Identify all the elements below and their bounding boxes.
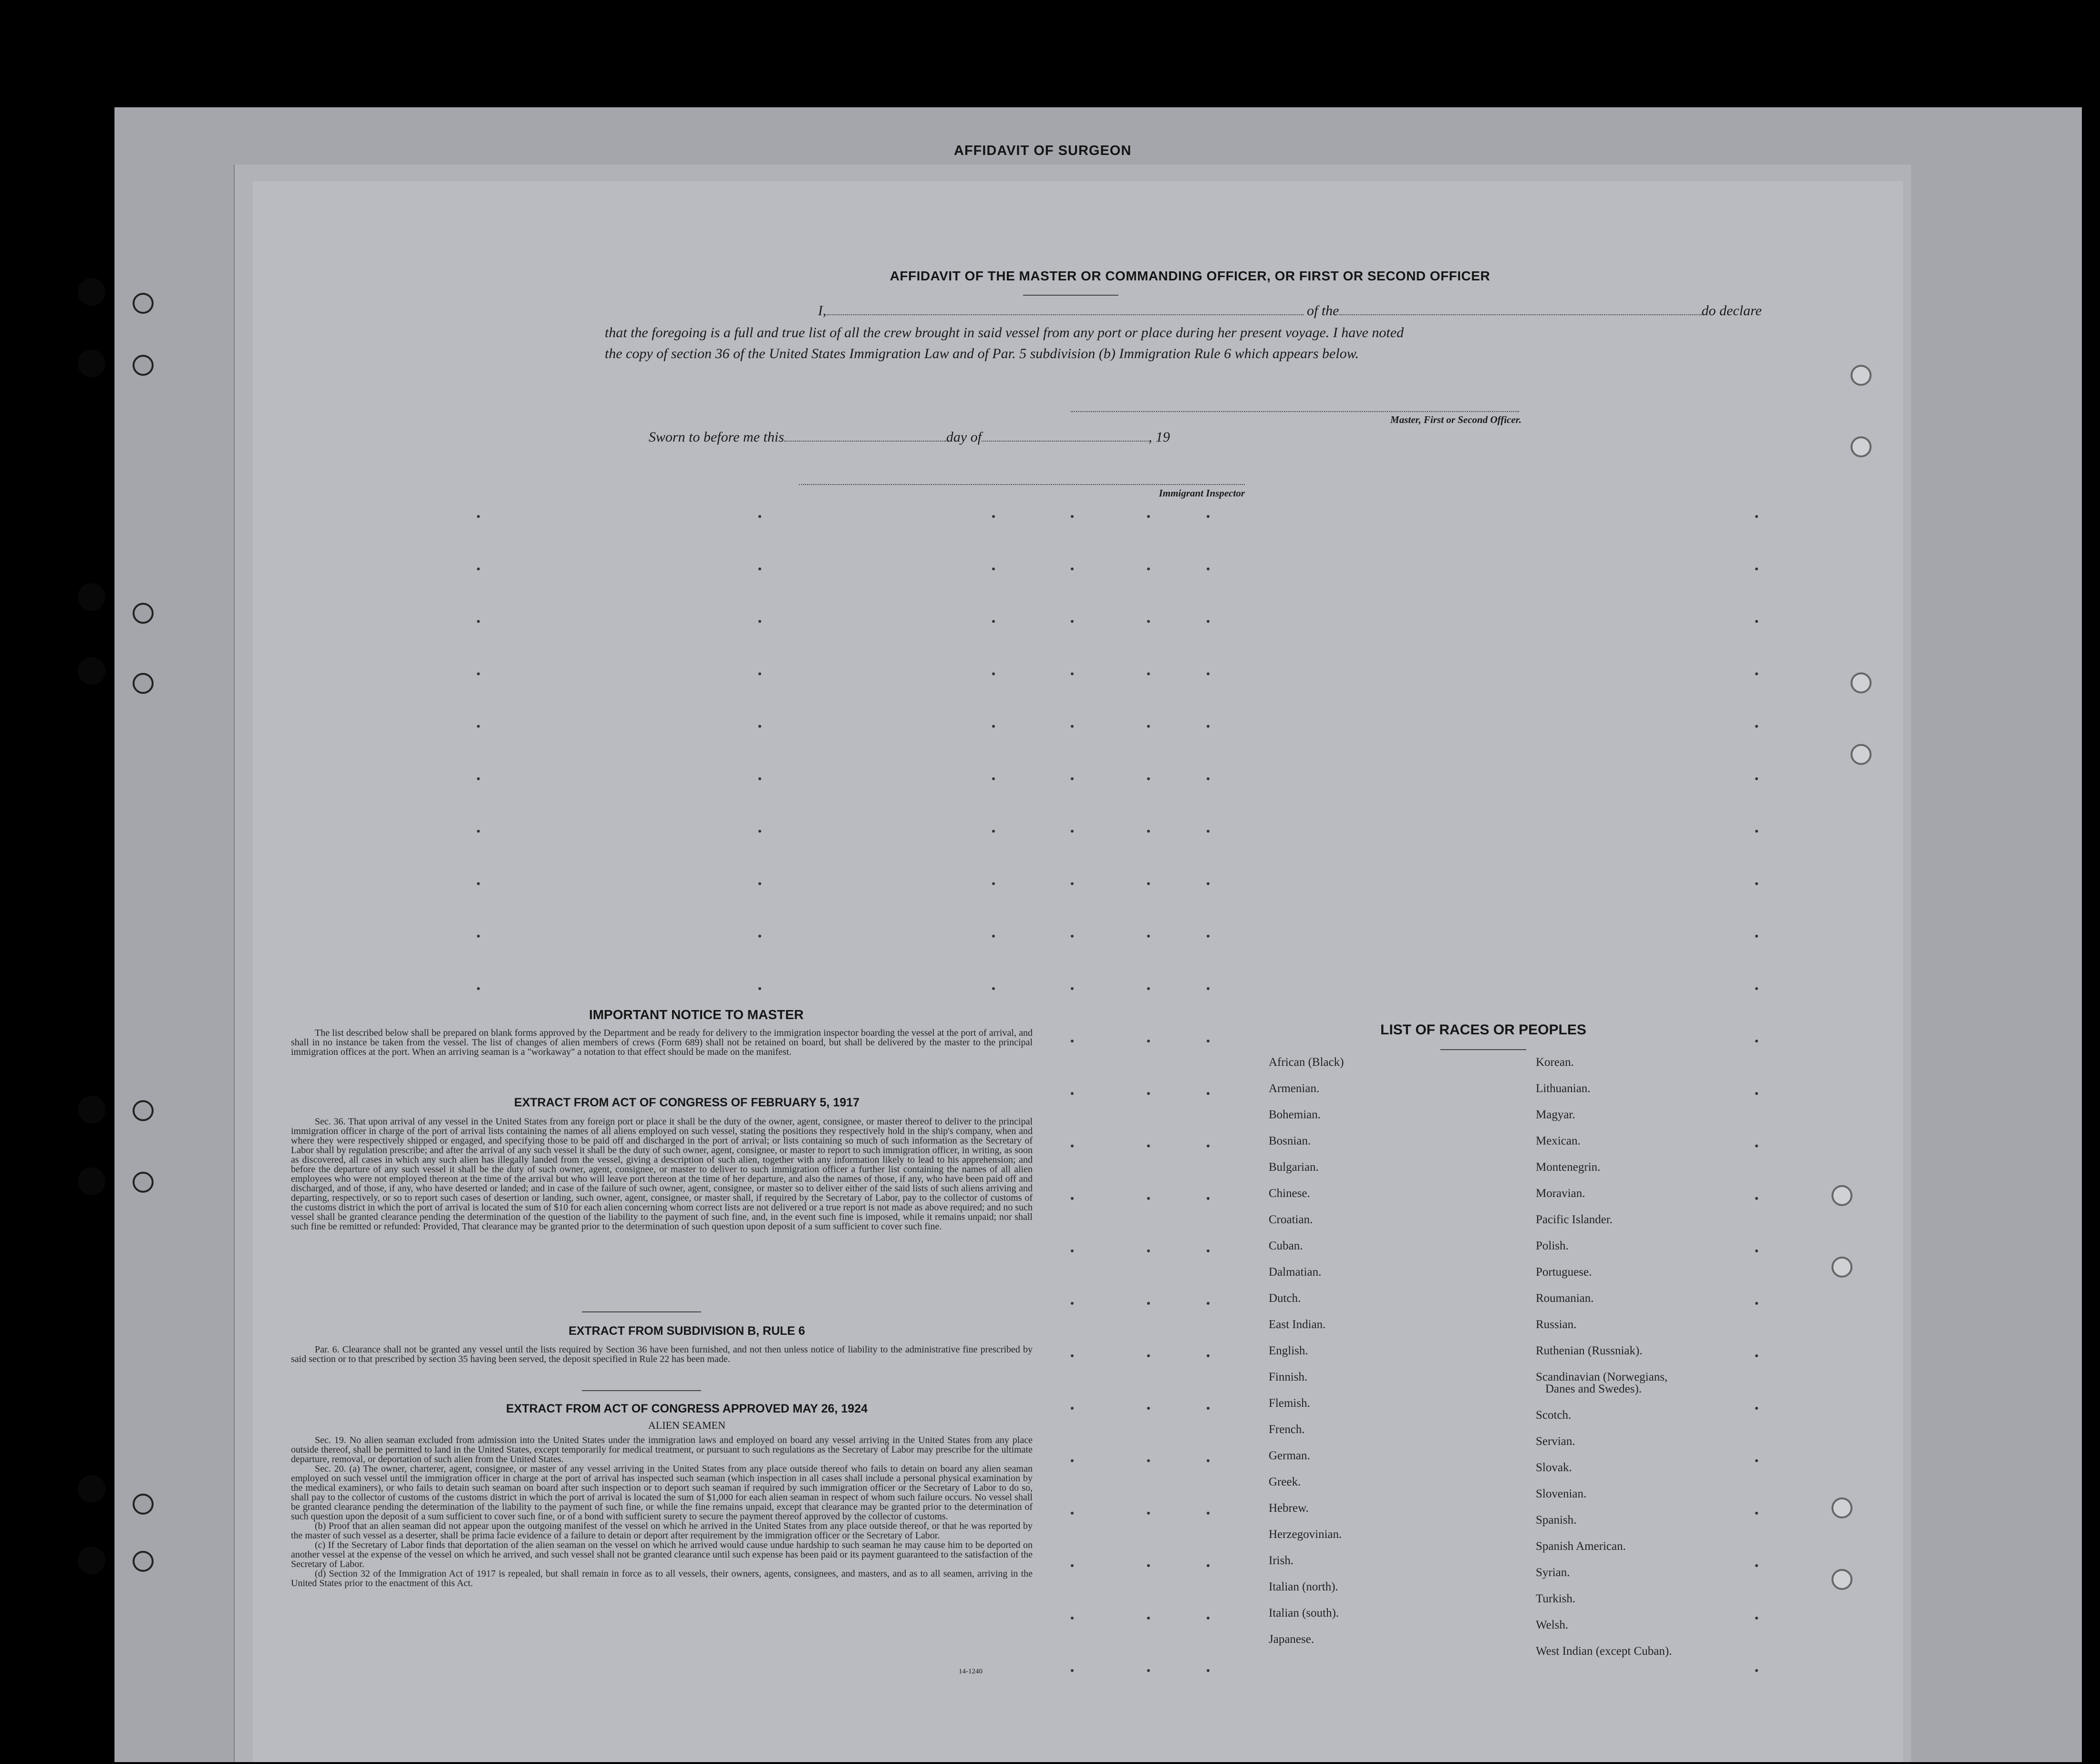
- guide-dot: [1755, 1302, 1758, 1305]
- binder-hole-icon: [1851, 744, 1872, 765]
- guide-dot: [1071, 1354, 1074, 1357]
- binder-hole-icon: [133, 1172, 154, 1193]
- guide-dot: [1071, 1564, 1074, 1567]
- guide-dot: [1147, 1407, 1150, 1410]
- sec-20c-paragraph: (c) If the Secretary of Labor finds that deportation of the alien seaman on the vessel on which he arrived would cause undue hardship to such seaman he may cause him to be deported on another vessel at the expense of the vessel on which he arrived, and such vessel shall not be granted clearance until such expense has been paid or its payment guaranteed to the satisfaction of the Secretary of Labor.: [291, 1540, 1033, 1569]
- guide-dot: [1207, 1617, 1210, 1620]
- race-item: Italian (north).: [1269, 1580, 1338, 1593]
- guide-dot: [1071, 1145, 1074, 1147]
- notice-text: [291, 1028, 1033, 1057]
- binder-hole-icon: [78, 657, 105, 685]
- guide-dot: [758, 882, 761, 885]
- guide-dot: [1071, 1617, 1074, 1620]
- guide-dot: [1207, 935, 1210, 938]
- guide-dot: [992, 777, 995, 780]
- race-item: Japanese.: [1269, 1633, 1314, 1646]
- extract-1924-subtitle: ALIEN SEAMEN: [648, 1419, 725, 1431]
- divider: [582, 1311, 701, 1312]
- guide-dot: [1147, 672, 1150, 675]
- race-item: Herzegovinian.: [1269, 1528, 1342, 1541]
- guide-dot: [758, 830, 761, 833]
- guide-dot: [1207, 620, 1210, 623]
- divider: [582, 1390, 701, 1391]
- guide-dot: [477, 935, 480, 938]
- race-item: English.: [1269, 1344, 1308, 1357]
- race-item: Chinese.: [1269, 1187, 1310, 1200]
- binder-hole-icon: [1831, 1185, 1852, 1206]
- guide-dot: [1755, 1564, 1758, 1567]
- guide-dot: [1755, 515, 1758, 518]
- guide-dot: [1147, 725, 1150, 728]
- race-item: West Indian (except Cuban).: [1536, 1645, 1672, 1658]
- guide-dot: [992, 987, 995, 990]
- vessel-name-field[interactable]: [1339, 314, 1702, 315]
- race-item: Greek.: [1269, 1475, 1301, 1488]
- binder-hole-icon: [78, 1475, 105, 1503]
- guide-dot: [1207, 515, 1210, 518]
- guide-dot: [1755, 620, 1758, 623]
- guide-dot: [1147, 1249, 1150, 1252]
- guide-dot: [1207, 1249, 1210, 1252]
- guide-dot: [1147, 1092, 1150, 1095]
- guide-dot: [1207, 1459, 1210, 1462]
- race-item: Ruthenian (Russniak).: [1536, 1344, 1643, 1357]
- affidavit-line-2: that the foregoing is a full and true list of all the crew brought in said vessel from any port or place during her present voyage. I have noted: [605, 325, 1404, 340]
- sec-36-paragraph: Sec. 36. That upon arrival of any vessel in the United States from any foreign port or place it shall be the duty of the owner, agent, consignee, or master thereof to deliver to the principal immigration officer in charge of the port of arrival lists containing the names of all aliens employed on such vessel, stating the positions they respectively hold in the ship's company, when and where they were respectively shipped or engaged, and specifying those to be paid off and discharged in the port of arrival; or lists containing so much of such information as the Secretary of Labor shall by regulation prescribe; and after the arrival of any such vessel it shall be the duty of such owner, agent, consignee, or master to report to such immigration officer, in writing, as soon as discovered, all cases in which any such alien has illegally landed from the vessel, giving a description of such alien, together with any information likely to lead to his apprehension; and before the departure of any such vessel it shall be the duty of such owner, agent, consignee, or master to deliver to such immigration officer a further list containing the names of all alien employees who were not employed thereon at the time of the arrival but who will leave port thereon at the time of her departure, and also the names of those, if any, who have been paid off and discharged, and of those, if any, who have deserted or landed; and in case of the failure of such owner, agent, consignee, or master so to deliver either of the said lists of such aliens arriving and departing, respectively, or so to report such cases of desertion or landing, such owner, agent, consignee, or master shall, if required by the Secretary of Labor, pay to the collector of customs of the customs district in which the port of arrival is located the sum of $10 for each alien concerning whom correct lists are not delivered or a true report is not made as above required; and no such vessel shall be granted clearance pending the determination of the question of the liability to the payment of such fine, and, in the event such fine is imposed, while it remains unpaid; nor shall such fine be remitted or refunded: Provided, That clearance may be granted prior to the determination of such question upon deposit of a sum sufficient to cover such fine.: [291, 1116, 1033, 1232]
- guide-dot: [1071, 935, 1074, 938]
- par-6-paragraph: Par. 6. Clearance shall not be granted any vessel until the lists required by Section 36 have been furnished, and not then unless notice of liability to the administrative fine prescribed by said section or to that prescribed by section 35 having been served, the deposit specified in Rule 22 has been made.: [291, 1344, 1033, 1364]
- rule-6-title: EXTRACT FROM SUBDIVISION B, RULE 6: [569, 1324, 805, 1338]
- race-item: Hebrew.: [1269, 1502, 1309, 1515]
- guide-dot: [1755, 1512, 1758, 1515]
- guide-dot: [1207, 1092, 1210, 1095]
- sec-19-paragraph: Sec. 19. No alien seaman excluded from admission into the United States under the immigration laws and employed on board any vessel arriving in the United States from any place outside thereof, shall be permitted to land in the United States, except temporarily for medical treatment, or pursuant to such regulations as the Secretary of Labor may prescribe for the ultimate departure, removal, or deportation of such alien from the United States.: [291, 1435, 1033, 1465]
- guide-dot: [1207, 777, 1210, 780]
- race-item: Spanish American.: [1536, 1540, 1626, 1553]
- guide-dot: [477, 672, 480, 675]
- extract-1917-title: EXTRACT FROM ACT OF CONGRESS OF FEBRUARY 5, 1917: [514, 1096, 860, 1109]
- race-item: French.: [1269, 1423, 1305, 1436]
- guide-dot: [1207, 1669, 1210, 1672]
- extract-1917-text: [291, 1117, 1033, 1231]
- guide-dot: [1207, 1197, 1210, 1200]
- binder-hole-icon: [133, 1100, 154, 1121]
- guide-dot: [477, 882, 480, 885]
- race-item: Bulgarian.: [1269, 1161, 1319, 1174]
- guide-dot: [1755, 830, 1758, 833]
- race-item: Slovak.: [1536, 1461, 1572, 1474]
- guide-dot: [1147, 1040, 1150, 1042]
- races-title: LIST OF RACES OR PEOPLES: [1380, 1022, 1586, 1038]
- guide-dot: [1071, 1040, 1074, 1042]
- notice-title: IMPORTANT NOTICE TO MASTER: [589, 1007, 804, 1022]
- guide-dot: [1147, 987, 1150, 990]
- race-item: Irish.: [1269, 1554, 1294, 1567]
- race-item: Armenian.: [1269, 1082, 1320, 1095]
- guide-dot: [1207, 830, 1210, 833]
- guide-dot: [1755, 1197, 1758, 1200]
- race-item: Turkish.: [1536, 1592, 1576, 1605]
- race-item: Magyar.: [1536, 1108, 1575, 1121]
- guide-dot: [1207, 567, 1210, 570]
- affidavit-line-1: [818, 300, 1769, 321]
- sworn-month-field[interactable]: [982, 441, 1148, 442]
- guide-dot: [758, 935, 761, 938]
- form-page: [253, 181, 1903, 1762]
- guide-dot: [1207, 882, 1210, 885]
- guide-dot: [1755, 777, 1758, 780]
- guide-dot: [477, 567, 480, 570]
- binder-hole-icon: [133, 1494, 154, 1515]
- binder-hole-icon: [78, 1096, 105, 1124]
- binder-hole-icon: [1831, 1497, 1852, 1518]
- guide-dot: [1207, 1512, 1210, 1515]
- guide-dot: [1755, 1617, 1758, 1620]
- race-item: Dalmatian.: [1269, 1266, 1322, 1279]
- extract-1924-title: EXTRACT FROM ACT OF CONGRESS APPROVED MAY 26, 1924: [506, 1402, 868, 1415]
- race-item: Danes and Swedes).: [1545, 1382, 1642, 1395]
- guide-dot: [1207, 1302, 1210, 1305]
- binder-hole-icon: [133, 355, 154, 376]
- form-number: 14-1240: [959, 1668, 983, 1675]
- guide-dot: [477, 987, 480, 990]
- guide-dot: [1147, 1145, 1150, 1147]
- master-signature-field[interactable]: [1071, 411, 1519, 412]
- guide-dot: [1755, 1092, 1758, 1095]
- guide-dot: [1207, 1354, 1210, 1357]
- race-item: Moravian.: [1536, 1187, 1585, 1200]
- guide-dot: [1071, 725, 1074, 728]
- guide-dot: [992, 935, 995, 938]
- inspector-signature-field[interactable]: [799, 484, 1245, 485]
- binder-hole-icon: [133, 673, 154, 694]
- guide-dot: [1755, 1249, 1758, 1252]
- sec-20a-paragraph: Sec. 20. (a) The owner, charterer, agent, consignee, or master of any vessel arriving in the United States from any place outside thereof who fails to detain on board any alien seaman employed on such vessel until the immigration officer in charge at the port of arrival has inspected such seaman (which inspection in all cases shall include a personal physical examination by the medical examiners), or who fails to detain such seaman on board after such inspection or to deport such seaman if required by such immigration officer or the Secretary of Labor to do so, shall pay to the collector of customs of the customs district in which the port of arrival is located the sum of $1,000 for each alien seaman in respect of whom such failure occurs. No vessel shall be granted clearance pending the determination of the liability to the payment of such fine, or while the fine remains unpaid, except that clearance may be granted prior to the determination of such question upon the deposit of a sum sufficient to cover such fine, or of a bond with sufficient surety to secure the payment thereof approved by the collector of customs.: [291, 1464, 1033, 1522]
- guide-dot: [992, 515, 995, 518]
- race-item: Scotch.: [1536, 1409, 1572, 1422]
- binder-hole-icon: [78, 1547, 105, 1574]
- guide-dot: [477, 515, 480, 518]
- sworn-label: Sworn to before me this: [649, 429, 784, 445]
- guide-dot: [758, 672, 761, 675]
- vessel-label: of the: [1307, 303, 1339, 319]
- binder-hole-icon: [1851, 436, 1872, 457]
- guide-dot: [1147, 1669, 1150, 1672]
- guide-dot: [758, 987, 761, 990]
- guide-dot: [1755, 1145, 1758, 1147]
- guide-dot: [758, 515, 761, 518]
- race-item: Mexican.: [1536, 1135, 1581, 1147]
- guide-dot: [1071, 1197, 1074, 1200]
- guide-dot: [758, 725, 761, 728]
- sworn-line: [649, 427, 1459, 448]
- binder-hole-icon: [1851, 672, 1872, 693]
- guide-dot: [1207, 1145, 1210, 1147]
- guide-dot: [1071, 620, 1074, 623]
- guide-dot: [1147, 1512, 1150, 1515]
- guide-dot: [1207, 1564, 1210, 1567]
- race-item: Spanish.: [1536, 1514, 1577, 1527]
- guide-dot: [1071, 672, 1074, 675]
- guide-dot: [1147, 882, 1150, 885]
- guide-dot: [1147, 777, 1150, 780]
- guide-dot: [1755, 935, 1758, 938]
- guide-dot: [1755, 882, 1758, 885]
- race-item: Russian.: [1536, 1318, 1577, 1331]
- guide-dot: [1071, 1302, 1074, 1305]
- guide-dot: [1147, 567, 1150, 570]
- binder-hole-icon: [1831, 1257, 1852, 1278]
- guide-dot: [992, 830, 995, 833]
- guide-dot: [1147, 1617, 1150, 1620]
- race-item: East Indian.: [1269, 1318, 1326, 1331]
- guide-dot: [1755, 1354, 1758, 1357]
- sec-20b-paragraph: (b) Proof that an alien seaman did not appear upon the outgoing manifest of the vessel on which he arrived in the United States from any place outside thereof, or that he was reported by the master of such vessel as a deserter, shall be prima facie evidence of a failure to detain or deport after requirement by the immigration officer or the Secretary of Labor.: [291, 1521, 1033, 1541]
- guide-dot: [1147, 515, 1150, 518]
- race-item: Servian.: [1536, 1435, 1575, 1448]
- guide-dot: [1071, 1092, 1074, 1095]
- binder-hole-icon: [133, 293, 154, 314]
- guide-dot: [1071, 1459, 1074, 1462]
- guide-dot: [992, 620, 995, 623]
- guide-dot: [1147, 1302, 1150, 1305]
- guide-dot: [992, 882, 995, 885]
- guide-dot: [1071, 830, 1074, 833]
- guide-dot: [1147, 1354, 1150, 1357]
- race-item: Flemish.: [1269, 1397, 1310, 1410]
- affidavit-line-3: the copy of section 36 of the United States Immigration Law and of Par. 5 subdivision (b) Immigration Rule 6 which appears below.: [605, 346, 1359, 361]
- race-item: Roumanian.: [1536, 1292, 1594, 1305]
- guide-dot: [1147, 1197, 1150, 1200]
- guide-dot: [1755, 1669, 1758, 1672]
- race-item: Syrian.: [1536, 1566, 1570, 1579]
- guide-dot: [1147, 620, 1150, 623]
- guide-dot: [1207, 725, 1210, 728]
- day-of-label: day of: [946, 429, 982, 445]
- guide-dot: [1147, 1459, 1150, 1462]
- guide-dot: [1755, 987, 1758, 990]
- race-item: Welsh.: [1536, 1619, 1569, 1631]
- binder-hole-icon: [1831, 1569, 1852, 1590]
- race-item: Italian (south).: [1269, 1607, 1339, 1620]
- binder-hole-icon: [133, 603, 154, 624]
- guide-dot: [477, 725, 480, 728]
- binder-hole-icon: [78, 278, 105, 306]
- master-caption: Master, First or Second Officer.: [1390, 414, 1521, 425]
- notice-paragraph: The list described below shall be prepared on blank forms approved by the Department and be ready for delivery to the immigration inspector boarding the vessel at the port of arrival, and shall in no instance be taken from the vessel. The list of changes of alien members of crews (Form 689) shall not be retained on board, but shall be delivered by the master to the principal immigration offices at the port. When an arriving seaman is a "workaway" a notation to that effect should be made on the manifest.: [291, 1028, 1033, 1057]
- declarant-name-field[interactable]: [827, 314, 1303, 315]
- race-item: Cuban.: [1269, 1239, 1303, 1252]
- guide-dot: [1147, 935, 1150, 938]
- divider: [1023, 295, 1118, 296]
- guide-dot: [1071, 882, 1074, 885]
- guide-dot: [477, 777, 480, 780]
- divider: [1440, 1049, 1526, 1050]
- race-item: Lithuanian.: [1536, 1082, 1591, 1095]
- declare-label: do declare: [1701, 303, 1762, 319]
- sec-20d-paragraph: (d) Section 32 of the Immigration Act of 1917 is repealed, but shall remain in force as to all vessels, their owners, agents, consignees, and masters, and as to all seamen, arriving in the United States prior to the enactment of this Act.: [291, 1568, 1033, 1589]
- race-item: Slovenian.: [1536, 1487, 1587, 1500]
- binder-hole-icon: [133, 1551, 154, 1572]
- sworn-day-field[interactable]: [784, 441, 946, 442]
- race-item: Polish.: [1536, 1239, 1569, 1252]
- guide-dot: [1071, 1407, 1074, 1410]
- guide-dot: [1071, 1669, 1074, 1672]
- guide-dot: [1207, 987, 1210, 990]
- race-item: African (Black): [1269, 1056, 1344, 1069]
- rule-6-text: [291, 1345, 1033, 1364]
- declarant-label: I,: [818, 303, 827, 319]
- guide-dot: [1755, 567, 1758, 570]
- race-item: Bohemian.: [1269, 1108, 1321, 1121]
- guide-dot: [1207, 1407, 1210, 1410]
- affidavit-title: AFFIDAVIT OF THE MASTER OR COMMANDING OFFICER, OR FIRST OR SECOND OFFICER: [890, 268, 1490, 283]
- inspector-caption: Immigrant Inspector: [1159, 487, 1245, 499]
- guide-dot: [992, 672, 995, 675]
- races-left-column: [1269, 1049, 1344, 1652]
- race-item: Montenegrin.: [1536, 1161, 1601, 1174]
- year-label: , 19: [1148, 429, 1170, 445]
- guide-dot: [1755, 725, 1758, 728]
- race-item: Portuguese.: [1536, 1266, 1592, 1279]
- guide-dot: [1071, 515, 1074, 518]
- guide-dot: [1071, 1512, 1074, 1515]
- guide-dot: [477, 830, 480, 833]
- binder-hole-icon: [78, 583, 105, 611]
- races-right-column: [1536, 1049, 1672, 1664]
- binder-hole-icon: [78, 350, 105, 377]
- guide-dot: [1147, 1564, 1150, 1567]
- race-item: Finnish.: [1269, 1371, 1308, 1383]
- race-item: Croatian.: [1269, 1213, 1313, 1226]
- binder-hole-icon: [78, 1167, 105, 1195]
- guide-dot: [1071, 777, 1074, 780]
- guide-dot: [1071, 567, 1074, 570]
- binder-hole-icon: [1851, 365, 1872, 386]
- guide-dot: [992, 567, 995, 570]
- guide-dot: [1207, 672, 1210, 675]
- race-item: Korean.: [1536, 1056, 1574, 1069]
- back-sheet-title: AFFIDAVIT OF SURGEON: [954, 143, 1132, 158]
- race-item: Scandinavian (Norwegians,: [1536, 1371, 1668, 1383]
- race-item: Bosnian.: [1269, 1135, 1311, 1147]
- guide-dot: [1755, 672, 1758, 675]
- guide-dot: [758, 567, 761, 570]
- guide-dot: [1755, 1459, 1758, 1462]
- guide-dot: [1207, 1040, 1210, 1042]
- extract-1924-text: [291, 1435, 1033, 1588]
- race-item: Dutch.: [1269, 1292, 1301, 1305]
- guide-dot: [1755, 1040, 1758, 1042]
- guide-dot: [1071, 1249, 1074, 1252]
- guide-dot: [992, 725, 995, 728]
- guide-dot: [1755, 1407, 1758, 1410]
- race-item: German.: [1269, 1449, 1310, 1462]
- guide-dot: [758, 777, 761, 780]
- guide-dot: [1071, 987, 1074, 990]
- race-item: Pacific Islander.: [1536, 1213, 1613, 1226]
- guide-dot: [758, 620, 761, 623]
- guide-dot: [477, 620, 480, 623]
- guide-dot: [1147, 830, 1150, 833]
